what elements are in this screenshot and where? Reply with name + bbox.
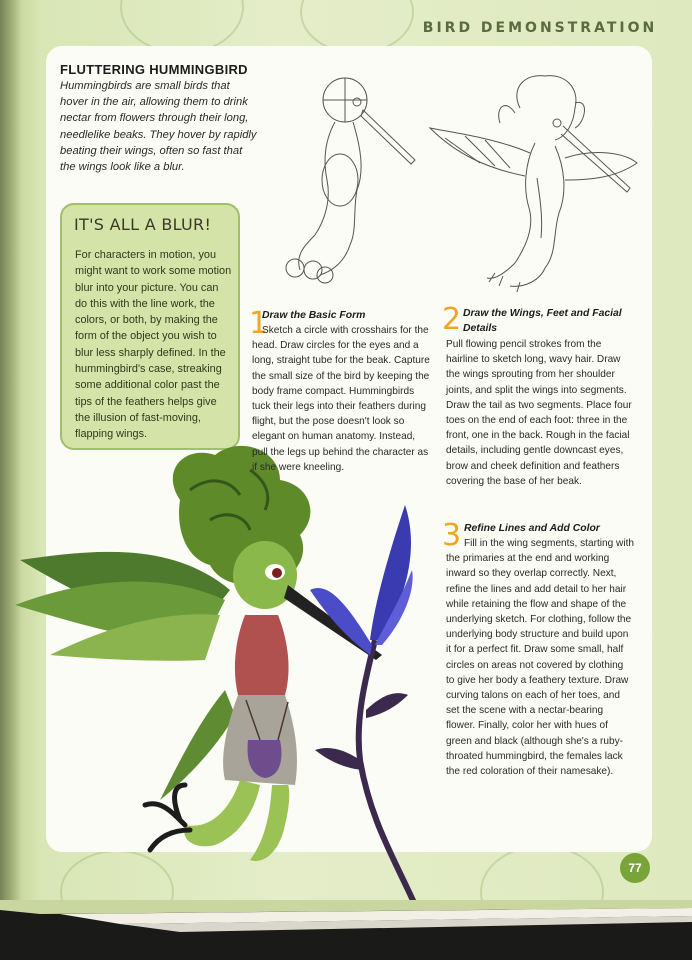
hummingbird-character-illustration bbox=[10, 440, 420, 910]
section-header: BIRD DEMONSTRATION bbox=[422, 20, 658, 36]
step-1-title: Draw the Basic Form bbox=[262, 310, 366, 321]
page-edges-shadow bbox=[0, 900, 692, 960]
step-2-body: Pull flowing pencil strokes from the hairline to sketch long, wavy hair. Draw the wings sprouting from her shoulder joints, and split the wings into segments. Draw the tail as two segments. Place four toes on the end of each foot: three in the front, one in the back. Rough in the facial details, including gentle downcast eyes, brow and cheek definition and feathers covering the base of her beak. bbox=[446, 339, 632, 487]
page-number-badge: 77 bbox=[620, 853, 650, 883]
article-intro: Hummingbirds are small birds that hover in the air, allowing them to drink nectar from flowers through their long, needlelike beaks. They hover by rapidly beating their wings, often so fast that the wings look like a blur. bbox=[60, 80, 257, 174]
step-1-body: Sketch a circle with crosshairs for the head. Draw circles for the eyes and a long, straight tube for the beak. Capture the small size of the bird by keeping the body frame compact. Hummingbirds tuck their legs into their feathers during flight, but the pose doesn't look so elegant on human anatomy. Instead, pull the legs up behind the character as if she were kneeling. bbox=[252, 325, 430, 473]
tip-body: For characters in motion, you might want to work some motion blur into your picture. You can do this with the line work, the colors, or both, by making the form of the object you wish to blur less sharply defined. In the hummingbird's case, streaking some additional color past the tips of the feathers helps give the illusion of fast-moving, flapping wings. bbox=[75, 249, 232, 441]
tip-title: IT'S ALL A BLUR! bbox=[74, 215, 212, 234]
step-3-body: Fill in the wing segments, starting with the primaries at the end and working inward so they overlap correctly. Next, refine the lines and add detail to her hair while retaining the flow and shape of the underlying sketch. For clothing, follow the underlying body structure and build upon it for a perfect fit. Draw some small, half circles on areas not covered by clothing to give her body a feathery texture. Draw curving talons on each of her toes, and set the scene with a nectar-bearing flower. Finally, color her with hues of green and black (although she's a ruby-throated hummingbird, the females lack the red coloration of their namesake). bbox=[446, 538, 634, 778]
step-1-number: 1 bbox=[249, 306, 269, 341]
step-2-number: 2 bbox=[442, 302, 462, 337]
step-3-title: Refine Lines and Add Color bbox=[464, 523, 600, 534]
step-3-number: 3 bbox=[442, 518, 462, 553]
step-2-title: Draw the Wings, Feet and Facial Details bbox=[463, 308, 622, 334]
sketch-wings-details-illustration bbox=[425, 68, 640, 293]
sketch-basic-form-illustration bbox=[265, 70, 435, 290]
article-title: FLUTTERING HUMMINGBIRD bbox=[60, 62, 248, 77]
